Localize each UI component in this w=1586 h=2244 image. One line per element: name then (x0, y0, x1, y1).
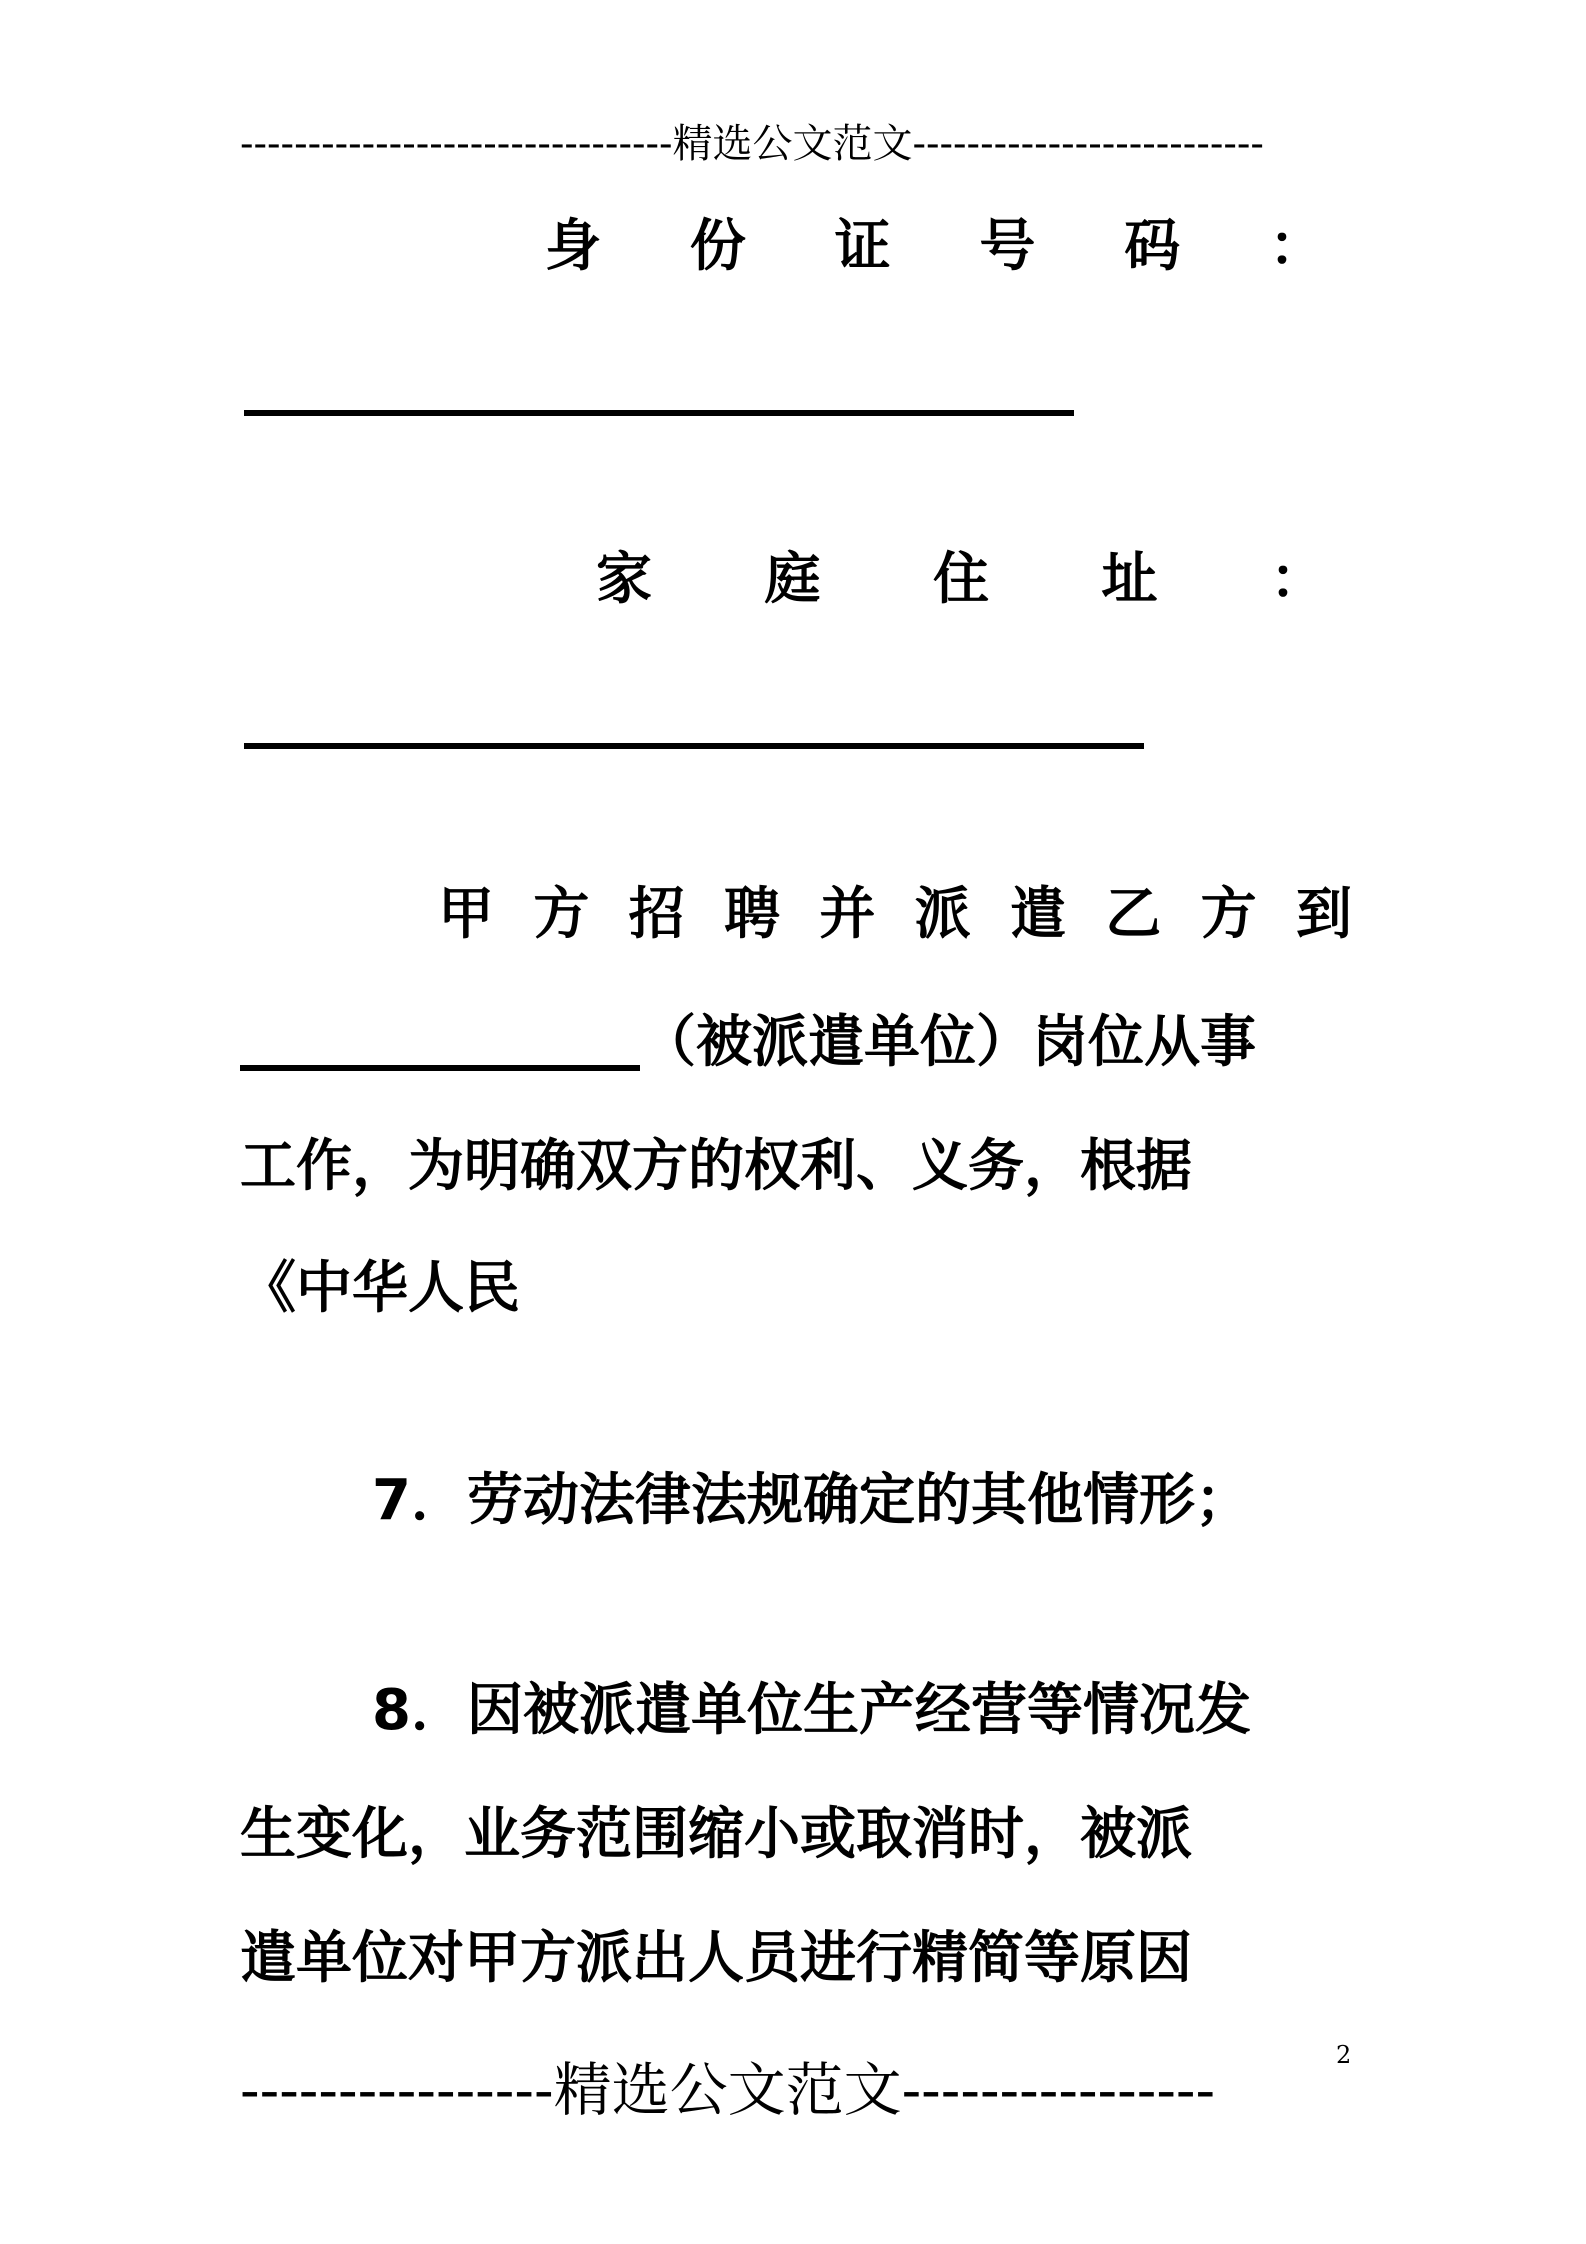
body-line-2-text: （被派遣单位）岗位从事 (640, 1010, 1256, 1075)
id-char: ： (1268, 214, 1325, 279)
body-char: 甲 (438, 882, 494, 947)
body-char: 招 (628, 882, 685, 947)
id-char: 码 (1124, 214, 1181, 279)
assigned-unit-blank (240, 1065, 640, 1071)
body-char: 派 (914, 882, 971, 947)
page-header: --------------------------------精选公文范文-------------------------- (240, 121, 1264, 167)
body-char: 乙 (1105, 882, 1162, 947)
address-char: ： (1270, 547, 1326, 612)
address-char: 址 (1101, 547, 1158, 612)
address-char: 家 (596, 547, 652, 612)
body-line-1 (438, 870, 1352, 960)
body-char: 聘 (723, 882, 780, 947)
page-footer: ----------------精选公文范文---------------- (240, 2056, 1216, 2124)
body-char: 并 (819, 882, 876, 947)
home-address-label (596, 535, 1326, 625)
id-char: 份 (689, 214, 746, 279)
clause-item-7: 7．劳动法律法规确定的其他情形； (372, 1468, 1251, 1533)
clause-item-8-line-1: 8．因被派遣单位生产经营等情况发 (372, 1678, 1251, 1743)
clause-item-8-line-3: 遣单位对甲方派出人员进行精简等原因 (240, 1926, 1192, 1991)
body-char: 遣 (1009, 882, 1066, 947)
id-char: 身 (545, 214, 601, 279)
address-char: 庭 (764, 547, 821, 612)
id-number-blank (244, 410, 1074, 416)
body-line-2 (240, 998, 1352, 1088)
id-char: 号 (979, 214, 1036, 279)
clause-item-8-line-2: 生变化，业务范围缩小或取消时，被派 (240, 1802, 1192, 1867)
address-char: 住 (933, 547, 989, 612)
body-char: 方 (533, 882, 590, 947)
page-number: 2 (1336, 2041, 1352, 2069)
home-address-blank (244, 743, 1144, 749)
body-char: 到 (1295, 882, 1352, 947)
id-char: 证 (834, 214, 891, 279)
id-number-label (545, 202, 1325, 292)
body-char: 方 (1200, 882, 1257, 947)
body-line-4: 《中华人民 (240, 1256, 520, 1321)
body-line-3: 工作，为明确双方的权利、义务，根据 (240, 1134, 1192, 1199)
